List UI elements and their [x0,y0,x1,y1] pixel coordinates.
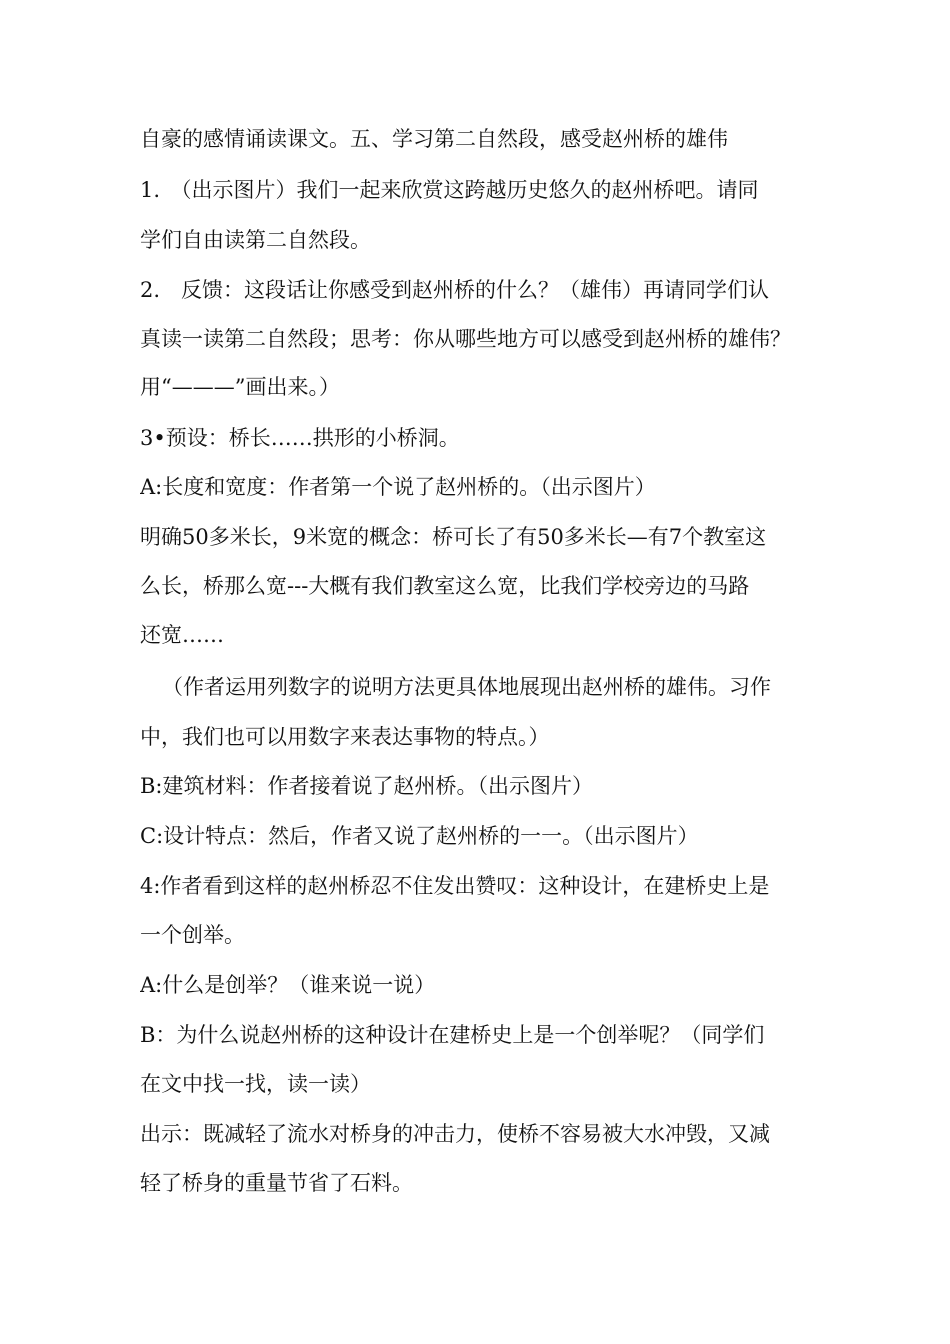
text-line: 1. （出示图片）我们一起来欣赏这跨越历史悠久的赵州桥吧。请同 [140,178,759,202]
text-line: 用“———”画出来。） [140,375,340,399]
text-line: 中，我们也可以用数字来表达事物的特点。） [140,725,550,749]
text-line: 2. 反馈：这段话让你感受到赵州桥的什么？（雄伟）再请同学们认 [140,278,770,302]
text-line: 一个创举。 [140,923,245,947]
text-line: A:长度和宽度：作者第一个说了赵州桥的。（出示图片） [140,475,656,499]
text-line: 4:作者看到这样的赵州桥忍不住发出赞叹：这种设计，在建桥史上是 [140,874,770,898]
text-line: B:建筑材料：作者接着说了赵州桥。（出示图片） [140,774,594,798]
text-line: （作者运用列数字的说明方法更具体地展现出赵州桥的雄伟。习作 [162,675,771,699]
text-line: A:什么是创举？（谁来说一说） [140,973,436,997]
text-line: 在文中找一找，读一读） [140,1072,371,1096]
text-line: 明确50多米长，9米宽的概念：桥可长了有50多米长—有7个教室这 [140,525,767,549]
text-line: 真读一读第二自然段；思考：你从哪些地方可以感受到赵州桥的雄伟？ [140,327,791,351]
text-line: 学们自由读第二自然段。 [140,228,371,252]
text-line: C:设计特点：然后，作者又说了赵州桥的一一。（出示图片） [140,824,699,848]
text-line: B：为什么说赵州桥的这种设计在建桥史上是一个创举呢？（同学们 [140,1023,765,1047]
text-line: 还宽…… [140,623,224,647]
text-line: 么长，桥那么宽---大概有我们教室这么宽，比我们学校旁边的马路 [140,574,750,598]
text-line: 3•预设：桥长……拱形的小桥洞。 [140,426,460,450]
text-line: 自豪的感情诵读课文。五、学习第二自然段，感受赵州桥的雄伟 [140,127,728,151]
text-line: 轻了桥身的重量节省了石料。 [140,1171,413,1195]
text-line: 出示：既减轻了流水对桥身的冲击力，使桥不容易被大水冲毁，又减 [140,1122,770,1146]
